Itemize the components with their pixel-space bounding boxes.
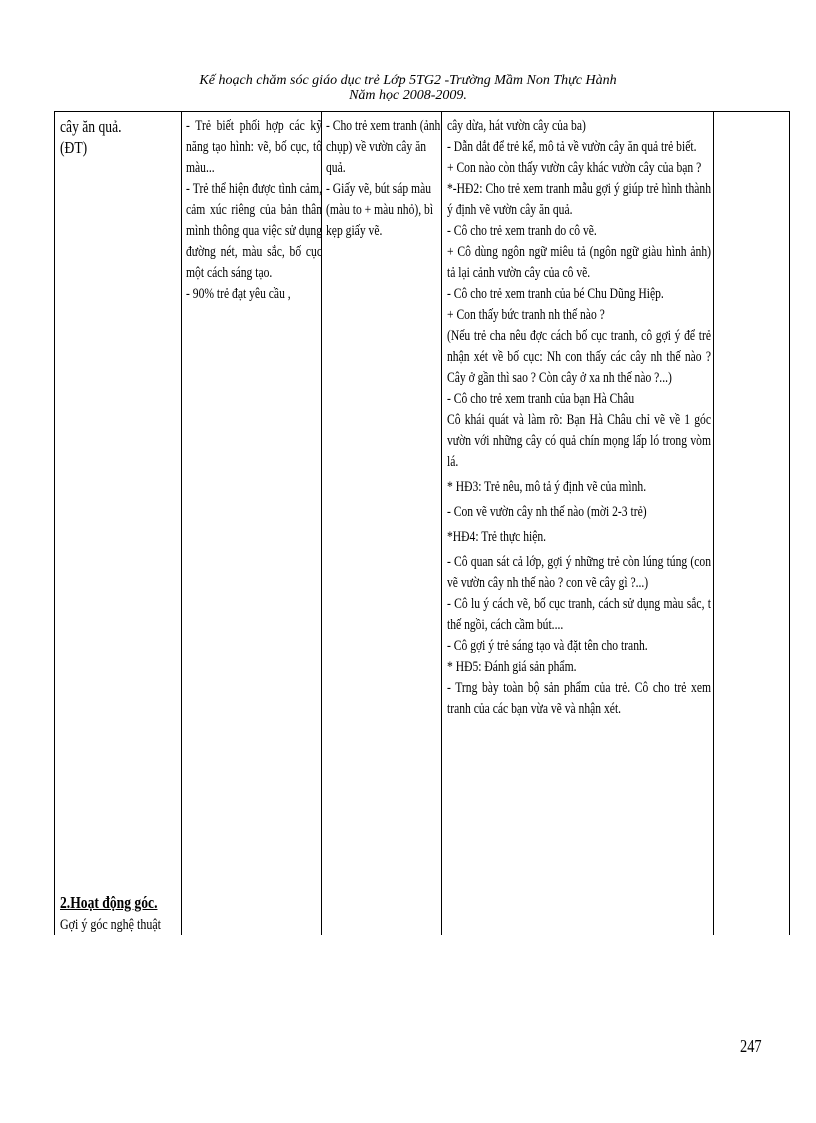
corner-activity-section — [60, 892, 188, 936]
procedure-item: Cô khái quát và làm rõ: Bạn Hà Châu chỉ vẽ về 1 góc vườn với những cây có quả chín mọng lấp ló trong vòm lá. — [447, 412, 711, 470]
objectives-column — [186, 116, 322, 305]
corner-activity-subtitle: Gợi ý góc nghệ thuật — [60, 917, 161, 933]
procedure-item: - Cô cho trẻ xem tranh của bé Chu Dũng Hiệp. — [447, 286, 664, 302]
objective-item: - Trẻ biết phối hợp các kỹ năng tạo hình: vẽ, bố cục, tô màu... — [186, 118, 322, 176]
activity-column — [60, 116, 182, 158]
column-divider-1 — [181, 112, 182, 935]
activity-line-1: cây ăn quả. — [60, 117, 122, 136]
procedure-item: - Cô cho trẻ xem tranh do cô vẽ. — [447, 223, 597, 239]
procedure-item: cây dừa, hát vườn cây của ba) — [447, 118, 586, 134]
procedure-item: - Cô quan sát cả lớp, gợi ý những trẻ còn lúng túng (con vẽ vườn cây nh thế nào ? con vẽ cây gì ?...) — [447, 554, 711, 591]
procedure-item: *HĐ4: Trẻ thực hiện. — [447, 529, 547, 545]
lesson-plan-table — [54, 111, 790, 935]
objective-item: - Trẻ thể hiện được tình cảm, cảm xúc riêng của bản thân mình thông qua việc sử dụng đường nét, màu sắc, bố cục một cách sáng tạo. — [186, 181, 322, 281]
procedure-item: + Cô dùng ngôn ngữ miêu tả (ngôn ngữ giàu hình ảnh) tả lại cảnh vườn cây của cô vẽ. — [447, 244, 711, 281]
procedure-item: (Nếu trẻ cha nêu đợc cách bố cục tranh, cô gợi ý để trẻ nhận xét về bố cục: Nh con thấy các cây nh thế nào ? Cây ở gần thì sao ? Còn cây ở xa nh thế nào ?...) — [447, 328, 711, 386]
procedure-item: - Cô gợi ý trẻ sáng tạo và đặt tên cho tranh. — [447, 638, 648, 654]
corner-activity-title: 2.Hoạt động góc. — [60, 893, 158, 912]
preparation-item: - Cho trẻ xem tranh (ảnh chụp) về vườn cây ăn quả. — [326, 118, 441, 176]
procedure-item: - Cô lu ý cách vẽ, bố cục tranh, cách sử dụng màu sắc, t thế ngồi, cách cầm bút.... — [447, 596, 711, 633]
page-number: 247 — [740, 1036, 762, 1056]
procedure-item: * HĐ5: Đánh giá sản phẩm. — [447, 659, 577, 675]
preparation-column — [326, 116, 446, 242]
procedure-item: * HĐ3: Trẻ nêu, mô tả ý định vẽ của mình. — [447, 479, 647, 495]
procedure-item: + Con nào còn thấy vườn cây khác vườn cây của bạn ? — [447, 160, 702, 176]
objective-item: - 90% trẻ đạt yêu cầu , — [186, 286, 291, 302]
document-header-line1: Kế hoạch chăm sóc giáo dục trẻ Lớp 5TG2 -Trường Mầm Non Thực Hành — [199, 73, 617, 88]
activity-line-2: (ĐT) — [60, 138, 88, 157]
procedure-column — [447, 116, 711, 720]
procedure-item: *-HĐ2: Cho trẻ xem tranh mẫu gợi ý giúp trẻ hình thành ý định vẽ vườn cây ăn quả. — [447, 181, 711, 218]
preparation-item: - Giấy vẽ, bút sáp màu (màu to + màu nhỏ), bì kẹp giấy vẽ. — [326, 181, 434, 239]
procedure-item: - Dẫn dắt để trẻ kể, mô tả về vườn cây ăn quả trẻ biết. — [447, 139, 697, 155]
column-divider-4 — [713, 112, 714, 935]
procedure-item: - Trng bày toàn bộ sản phẩm của trẻ. Cô cho trẻ xem tranh của các bạn vừa vẽ và nhận xét. — [447, 680, 711, 717]
procedure-item: - Con vẽ vườn cây nh thế nào (mời 2-3 trẻ) — [447, 504, 647, 520]
procedure-item: - Cô cho trẻ xem tranh của bạn Hà Châu — [447, 391, 635, 407]
procedure-item: + Con thấy bức tranh nh thế nào ? — [447, 307, 605, 323]
document-header-line2: Năm học 2008-2009. — [349, 88, 467, 103]
